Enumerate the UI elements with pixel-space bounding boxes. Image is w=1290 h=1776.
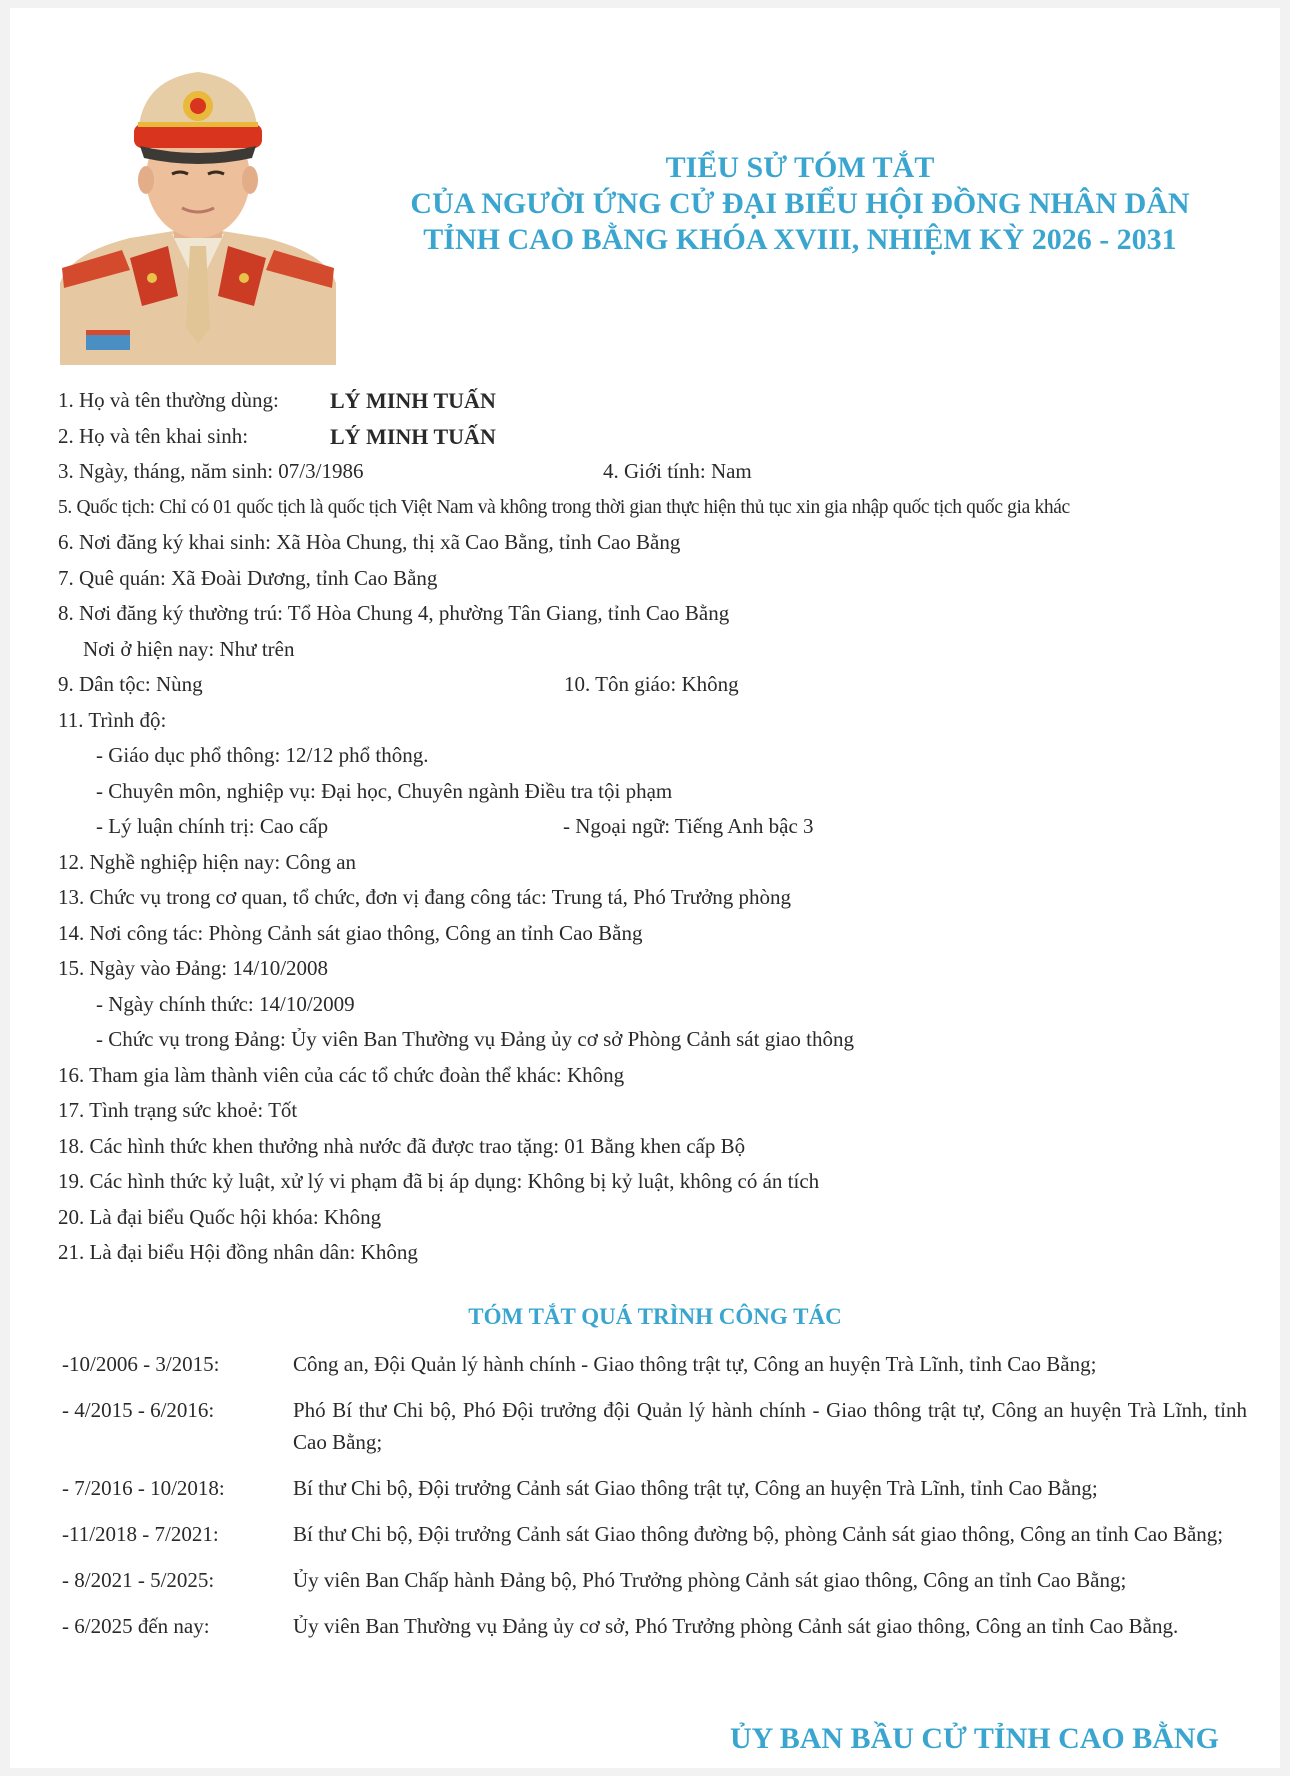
document-title bbox=[360, 150, 1240, 258]
name-common-label: 1. Họ và tên thường dùng: bbox=[58, 388, 279, 412]
name-common-value: LÝ MINH TUẤN bbox=[330, 388, 496, 413]
work-history-title: TÓM TẮT QUÁ TRÌNH CÔNG TÁC bbox=[468, 1304, 842, 1329]
position-text: 13. Chức vụ trong cơ quan, tổ chức, đơn vị đang công tác: Trung tá, Phó Trưởng phòng bbox=[58, 885, 792, 909]
work-history-item bbox=[62, 1394, 1247, 1458]
birth-registration-text: 6. Nơi đăng ký khai sinh: Xã Hòa Chung, thị xã Cao Bằng, tỉnh Cao Bằng bbox=[58, 530, 681, 554]
political-theory-text: - Lý luận chính trị: Cao cấp bbox=[96, 814, 329, 838]
hometown-text: 7. Quê quán: Xã Đoài Dương, tỉnh Cao Bằng bbox=[58, 565, 438, 590]
discipline-text: 19. Các hình thức kỷ luật, xử lý vi phạm đã bị áp dụng: Không bị kỷ luật, không có án tích bbox=[58, 1169, 820, 1193]
foreign-language-text: - Ngoại ngữ: Tiếng Anh bậc 3 bbox=[563, 814, 814, 838]
general-education-text: - Giáo dục phổ thông: 12/12 phổ thông. bbox=[96, 743, 429, 767]
work-history-list bbox=[62, 1348, 1247, 1656]
work-period: - 7/2016 - 10/2018: bbox=[62, 1476, 225, 1500]
info-row-name-birth bbox=[58, 419, 1258, 455]
dob-text: 3. Ngày, tháng, năm sinh: 07/3/1986 bbox=[58, 459, 364, 483]
work-period: -10/2006 - 3/2015: bbox=[62, 1352, 220, 1376]
workplace-text: 14. Nơi công tác: Phòng Cảnh sát giao thông, Công an tỉnh Cao Bằng bbox=[58, 920, 643, 945]
work-description: Phó Bí thư Chi bộ, Phó Đội trưởng đội Quản lý hành chính - Giao thông trật tự, Công an huyện Trà Lĩnh, tỉnh Cao Bằng; bbox=[293, 1398, 1247, 1454]
work-period: - 8/2021 - 5/2025: bbox=[62, 1568, 215, 1592]
occupation-text: 12. Nghề nghiệp hiện nay: Công an bbox=[58, 849, 357, 874]
info-row-dob-gender bbox=[58, 454, 1258, 490]
peoples-council-text: 21. Là đại biểu Hội đồng nhân dân: Không bbox=[58, 1240, 418, 1264]
candidate-portrait bbox=[60, 38, 336, 365]
party-position-text: - Chức vụ trong Đảng: Ủy viên Ban Thường vụ Đảng ủy cơ sở Phòng Cảnh sát giao thông bbox=[96, 1027, 854, 1051]
work-history-item bbox=[62, 1518, 1247, 1550]
work-period: -11/2018 - 7/2021: bbox=[62, 1522, 219, 1546]
info-row-theory-language bbox=[58, 809, 1258, 845]
work-history-item bbox=[62, 1472, 1247, 1504]
title-line: TIỂU SỬ TÓM TẮT bbox=[665, 151, 935, 184]
work-history-item bbox=[62, 1348, 1247, 1380]
issuer-signature: ỦY BAN BẦU CỬ TỈNH CAO BẰNG bbox=[730, 1722, 1219, 1755]
gender-text: 4. Giới tính: Nam bbox=[603, 459, 752, 483]
organizations-text: 16. Tham gia làm thành viên của các tổ chức đoàn thể khác: Không bbox=[58, 1062, 625, 1087]
name-birth-label: 2. Họ và tên khai sinh: bbox=[58, 423, 249, 448]
party-official-text: - Ngày chính thức: 14/10/2009 bbox=[96, 991, 355, 1016]
work-description: Bí thư Chi bộ, Đội trưởng Cảnh sát Giao thông đường bộ, phòng Cảnh sát giao thông, Công an tỉnh Cao Bằng; bbox=[293, 1522, 1224, 1546]
health-text: 17. Tình trạng sức khoẻ: Tốt bbox=[58, 1098, 298, 1122]
specialty-text: - Chuyên môn, nghiệp vụ: Đại học, Chuyên ngành Điều tra tội phạm bbox=[96, 778, 673, 803]
nationality-text: 5. Quốc tịch: Chỉ có 01 quốc tịch là quốc tịch Việt Nam và không trong thời gian thực hiện thủ tục xin gia nhập quốc tịch quốc gia khác bbox=[58, 496, 1070, 518]
name-birth-value: LÝ MINH TUẤN bbox=[330, 423, 496, 449]
work-description: Bí thư Chi bộ, Đội trưởng Cảnh sát Giao thông trật tự, Công an huyện Trà Lĩnh, tỉnh Cao Bằng; bbox=[293, 1476, 1098, 1500]
work-description: Ủy viên Ban Thường vụ Đảng ủy cơ sở, Phó Trưởng phòng Cảnh sát giao thông, Công an tỉnh Cao Bằng. bbox=[293, 1614, 1179, 1638]
national-assembly-text: 20. Là đại biểu Quốc hội khóa: Không bbox=[58, 1204, 382, 1229]
info-row-ethnicity-religion bbox=[58, 667, 1258, 703]
work-description: Ủy viên Ban Chấp hành Đảng bộ, Phó Trưởng phòng Cảnh sát giao thông, Công an tỉnh Cao Bằng; bbox=[293, 1568, 1127, 1592]
religion-text: 10. Tôn giáo: Không bbox=[564, 672, 739, 696]
awards-text: 18. Các hình thức khen thưởng nhà nước đã được trao tặng: 01 Bằng khen cấp Bộ bbox=[58, 1133, 746, 1158]
current-address-text: Nơi ở hiện nay: Như trên bbox=[83, 636, 295, 661]
work-history-item bbox=[62, 1610, 1247, 1642]
work-description: Công an, Đội Quản lý hành chính - Giao thông trật tự, Công an huyện Trà Lĩnh, tỉnh Cao Bằng; bbox=[293, 1352, 1097, 1376]
candidate-info bbox=[58, 383, 1258, 1271]
ethnicity-text: 9. Dân tộc: Nùng bbox=[58, 672, 203, 696]
document-page bbox=[10, 8, 1280, 1768]
work-period: - 4/2015 - 6/2016: bbox=[62, 1398, 215, 1422]
info-row-name-common bbox=[58, 383, 1258, 419]
education-label: 11. Trình độ: bbox=[58, 707, 167, 732]
party-join-text: 15. Ngày vào Đảng: 14/10/2008 bbox=[58, 956, 329, 980]
work-period: - 6/2025 đến nay: bbox=[62, 1614, 210, 1638]
title-line: CỦA NGƯỜI ỨNG CỬ ĐẠI BIỂU HỘI ĐỒNG NHÂN DÂN bbox=[410, 187, 1190, 220]
residence-text: 8. Nơi đăng ký thường trú: Tổ Hòa Chung 4, phường Tân Giang, tỉnh Cao Bằng bbox=[58, 601, 730, 625]
work-history-item bbox=[62, 1564, 1247, 1596]
title-line: TỈNH CAO BẰNG KHÓA XVIII, NHIỆM KỲ 2026 - 2031 bbox=[423, 223, 1177, 256]
